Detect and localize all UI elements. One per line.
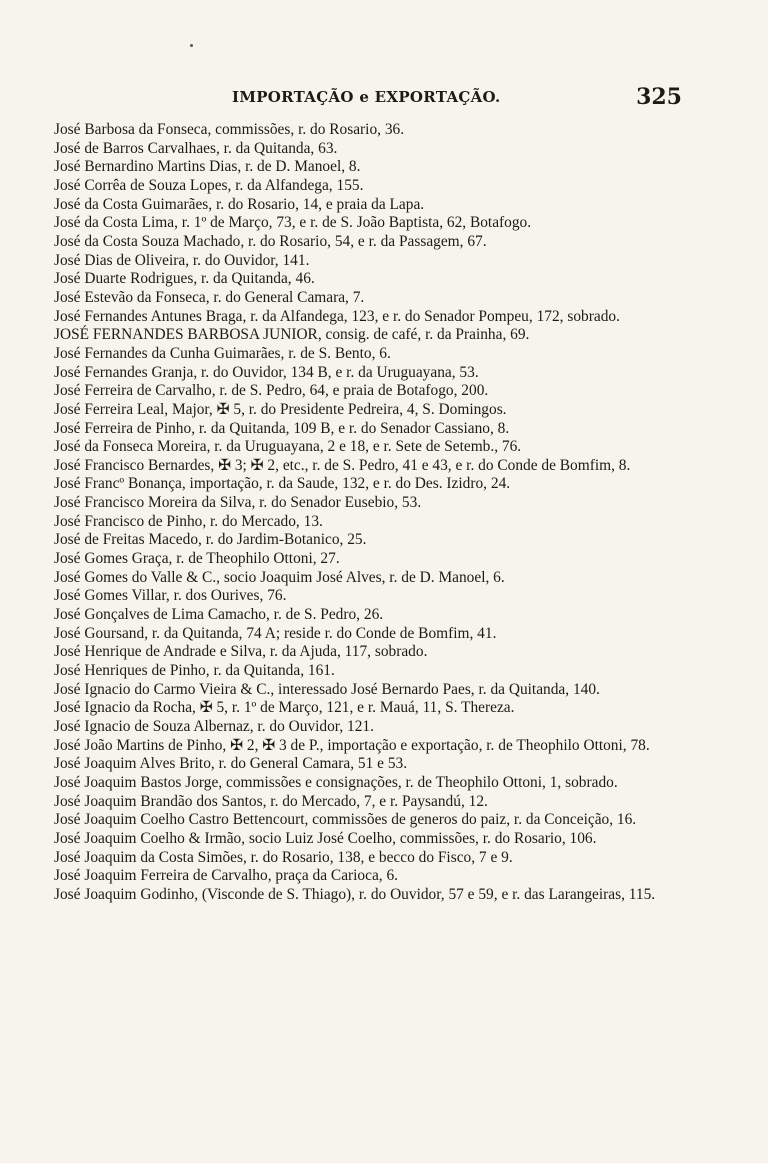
directory-entry: José Estevão da Fonseca, r. do General Camara, 7. [54,288,365,306]
directory-entry: José Francisco Bernardes, ✠ 3; ✠ 2, etc., r. de S. Pedro, 41 e 43, e r. do Conde de Bomfim, 8. [54,456,631,474]
directory-entry: José Joaquim Ferreira de Carvalho, praça da Carioca, 6. [54,867,399,885]
directory-entry: José Joaquim Alves Brito, r. do General Camara, 51 e 53. [54,755,408,773]
directory-entry: José Fernandes Granja, r. do Ouvidor, 134 B, e r. da Uruguayana, 53. [54,363,479,381]
directory-entry: José Duarte Rodrigues, r. da Quitanda, 46. [54,270,315,288]
directory-entry: José Henrique de Andrade e Silva, r. da Ajuda, 117, sobrado. [54,643,428,661]
directory-entry: José Corrêa de Souza Lopes, r. da Alfandega, 155. [54,176,364,194]
directory-entry: José Francisco de Pinho, r. do Mercado, 13. [54,512,323,530]
directory-entry: José Joaquim Godinho, (Visconde de S. Thiago), r. do Ouvidor, 57 e 59, e r. das Larangeiras, 115. [54,885,656,903]
directory-entry: José Francisco Moreira da Silva, r. do Senador Eusebio, 53. [54,494,422,512]
ink-speck [190,44,193,47]
directory-entry: José João Martins de Pinho, ✠ 2, ✠ 3 de P., importação e exportação, r. de Theophilo Ottoni, 78. [54,736,650,754]
directory-entry: José Dias de Oliveira, r. do Ouvidor, 141. [54,251,310,269]
directory-entry: José Fernandes da Cunha Guimarães, r. de S. Bento, 6. [54,344,391,362]
directory-entry: José Barbosa da Fonseca, commissões, r. do Rosario, 36. [54,121,405,138]
directory-entry: José da Costa Souza Machado, r. do Rosario, 54, e r. da Passagem, 67. [54,232,487,250]
directory-entry: José da Fonseca Moreira, r. da Uruguayana, 2 e 18, e r. Sete de Setemb., 76. [54,438,522,456]
directory-entry: José Ferreira de Pinho, r. da Quitanda, 109 B, e r. do Senador Cassiano, 8. [54,419,510,437]
page-number: 325 [636,84,682,110]
directory-entry: José da Costa Lima, r. 1º de Março, 73, e r. de S. João Baptista, 62, Botafogo. [54,214,532,232]
directory-entry: José de Barros Carvalhaes, r. da Quitanda, 63. [54,139,338,157]
directory-entry: José Goursand, r. da Quitanda, 74 A; reside r. do Conde de Bomfim, 41. [54,624,497,642]
directory-entry: José Henriques de Pinho, r. da Quitanda, 161. [54,662,335,680]
directory-entry: José Ignacio de Souza Albernaz, r. do Ouvidor, 121. [54,718,374,735]
directory-entry: José Joaquim Brandão dos Santos, r. do Mercado, 7, e r. Paysandú, 12. [54,792,488,810]
directory-entry: José Joaquim Coelho & Irmão, socio Luiz José Coelho, commissões, r. do Rosario, 106. [54,829,597,847]
directory-entry: José Gomes Graça, r. de Theophilo Ottoni, 27. [54,550,340,568]
directory-entry: José Joaquim Coelho Castro Bettencourt, commissões de generos do paiz, r. da Conceição, 16. [54,811,637,829]
directory-entry: José Bernardino Martins Dias, r. de D. Manoel, 8. [54,158,361,176]
directory-entry: José Fernandes Antunes Braga, r. da Alfandega, 123, e r. do Senador Pompeu, 172, sobrado. [54,307,620,325]
directory-entry: José Francº Bonança, importação, r. da Saude, 132, e r. do Des. Izidro, 24. [54,475,511,493]
directory-entry: José da Costa Guimarães, r. do Rosario, 14, e praia da Lapa. [54,195,425,213]
directory-entry: José Ignacio da Rocha, ✠ 5, r. 1º de Março, 121, e r. Mauá, 11, S. Thereza. [54,699,515,717]
directory-entry: José Gomes do Valle & C., socio Joaquim José Alves, r. de D. Manoel, 6. [54,568,505,586]
directory-entry: José Ignacio do Carmo Vieira & C., interessado José Bernardo Paes, r. da Quitanda, 140. [54,680,600,698]
directory-entries [54,121,694,905]
directory-entry: José Joaquim da Costa Simões, r. do Rosario, 138, e becco do Fisco, 7 e 9. [54,848,513,866]
directory-entry: José de Freitas Macedo, r. do Jardim-Botanico, 25. [54,531,367,549]
directory-entry: José Ferreira Leal, Major, ✠ 5, r. do Presidente Pedreira, 4, S. Domingos. [54,400,507,418]
directory-entry: José Gomes Villar, r. dos Ourives, 76. [54,587,287,605]
page-header [232,84,682,114]
running-title: IMPORTAÇÃO e EXPORTAÇÃO. [232,88,501,106]
directory-entry: José Joaquim Bastos Jorge, commissões e consignações, r. de Theophilo Ottoni, 1, sobrado. [54,773,618,791]
directory-entry: JOSÉ FERNANDES BARBOSA JUNIOR, consig. de café, r. da Prainha, 69. [54,326,530,344]
directory-entry: José Ferreira de Carvalho, r. de S. Pedro, 64, e praia de Botafogo, 200. [54,382,489,400]
directory-entry: José Gonçalves de Lima Camacho, r. de S. Pedro, 26. [54,606,384,624]
